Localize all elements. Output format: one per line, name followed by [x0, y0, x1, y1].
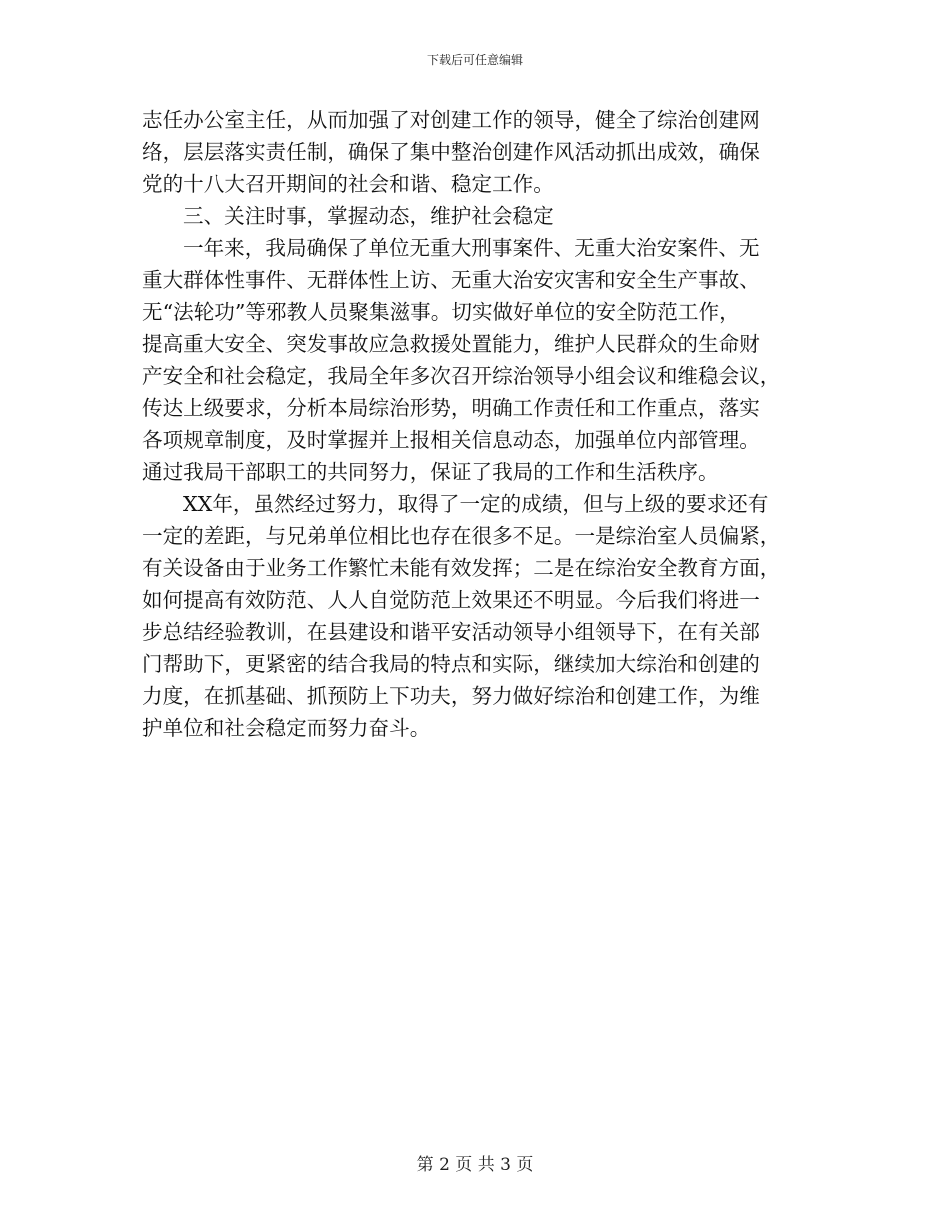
body-line: 门帮助下，更紧密的结合我局的特点和实际，继续加大综治和创建的 [142, 652, 760, 676]
document-body [142, 104, 810, 744]
body-line: 通过我局干部职工的共同努力，保证了我局的工作和生活秩序。 [142, 460, 719, 484]
body-line: 产安全和社会稳定，我局全年多次召开综治领导小组会议和维稳会议， [142, 364, 781, 388]
body-line: XX年，虽然经过努力，取得了一定的成绩，但与上级的要求还有 [183, 492, 769, 516]
body-line: 护单位和社会稳定而努力奋斗。 [142, 716, 431, 740]
body-line: 提高重大安全、突发事故应急救援处置能力，维护人民群众的生命财 [142, 332, 760, 356]
body-line: 有关设备由于业务工作繁忙未能有效发挥；二是在综治安全教育方面， [142, 556, 781, 580]
body-line: 一年来，我局确保了单位无重大刑事案件、无重大治安案件、无 [183, 236, 760, 260]
section-heading: 三、关注时事，掌握动态，维护社会稳定 [183, 204, 554, 228]
body-line: 重大群体性事件、无群体性上访、无重大治安灾害和安全生产事故、 [142, 268, 760, 292]
body-line: 无“法轮功”等邪教人员聚集滋事。切实做好单位的安全防范工作， [142, 300, 740, 324]
body-line: 党的十八大召开期间的社会和谐、稳定工作。 [142, 172, 554, 196]
body-line: 如何提高有效防范、人人自觉防范上效果还不明显。今后我们将进一 [142, 588, 760, 612]
page-header: 下载后可任意编辑 [426, 53, 523, 67]
body-line: 络，层层落实责任制，确保了集中整治创建作风活动抓出成效，确保 [142, 140, 760, 164]
body-line: 一定的差距，与兄弟单位相比也存在很多不足。一是综治室人员偏紧， [142, 524, 781, 548]
body-line: 力度，在抓基础、抓预防上下功夫，努力做好综治和创建工作，为维 [142, 684, 760, 708]
page-number-footer: 第 2 页 共 3 页 [416, 1155, 534, 1175]
body-line: 各项规章制度，及时掌握并上报相关信息动态，加强单位内部管理。 [142, 428, 760, 452]
body-line: 志任办公室主任，从而加强了对创建工作的领导，健全了综治创建网 [142, 108, 760, 132]
body-line: 传达上级要求，分析本局综治形势，明确工作责任和工作重点，落实 [142, 396, 760, 420]
body-line: 步总结经验教训，在县建设和谐平安活动领导小组领导下，在有关部 [142, 620, 760, 644]
